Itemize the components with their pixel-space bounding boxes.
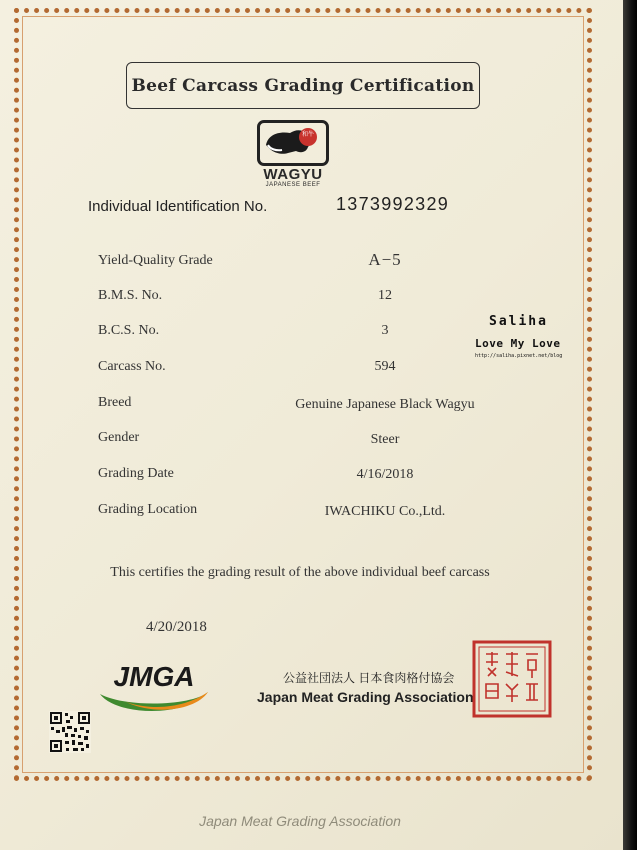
row-label-bms: B.M.S. No. [98,288,163,303]
official-seal [472,640,552,718]
footer-association-name: Japan Meat Grading Association [199,813,401,829]
jmga-logo-text: JMGA [113,661,195,692]
wagyu-subtitle: JAPANESE BEEF [265,182,321,188]
row-label-breed: Breed [98,395,132,410]
row-label-gender: Gender [98,430,140,445]
issue-date: 4/20/2018 [146,619,207,635]
certification-statement: This certifies the grading result of the above individual beef carcass [110,565,490,580]
row-value-breed: Genuine Japanese Black Wagyu [295,397,475,412]
watermark-tagline: Love My Love [475,337,561,350]
row-value-bms: 12 [378,288,392,303]
wagyu-logo [254,120,332,190]
page-edge-shadow [623,0,637,850]
row-label-grading-location: Grading Location [98,502,198,517]
individual-id-label: Individual Identification No. [88,198,268,215]
wagyu-badge-text: 和牛 [302,131,315,138]
row-label-yield-quality-grade: Yield-Quality Grade [98,253,213,268]
row-value-bcs: 3 [381,323,389,338]
row-label-bcs: B.C.S. No. [98,323,160,338]
jmga-logo [96,656,214,718]
qr-code [49,711,91,753]
row-label-carcass-no: Carcass No. [98,359,166,374]
individual-id-value: 1373992329 [336,194,450,214]
row-value-grading-date: 4/16/2018 [356,467,414,482]
row-label-grading-date: Grading Date [98,466,174,481]
row-value-carcass-no: 594 [374,359,396,374]
row-value-grading-location: IWACHIKU Co.,Ltd. [324,504,446,519]
association-name-jp: 公益社団法人 日本食肉格付協会 [283,671,455,685]
row-value-gender: Steer [370,432,400,447]
wagyu-wordmark: WAGYU [263,166,323,183]
certificate-title: Beef Carcass Grading Certification [126,62,480,109]
watermark-name: Saliha [489,314,548,329]
watermark-url: http://saliha.pixnet.net/blog [475,353,563,359]
blog-watermark [475,314,595,359]
row-value-yield-quality-grade: A−5 [368,250,402,269]
association-name-en: Japan Meat Grading Association [257,689,474,705]
wagyu-cow-mark-icon [257,120,329,166]
